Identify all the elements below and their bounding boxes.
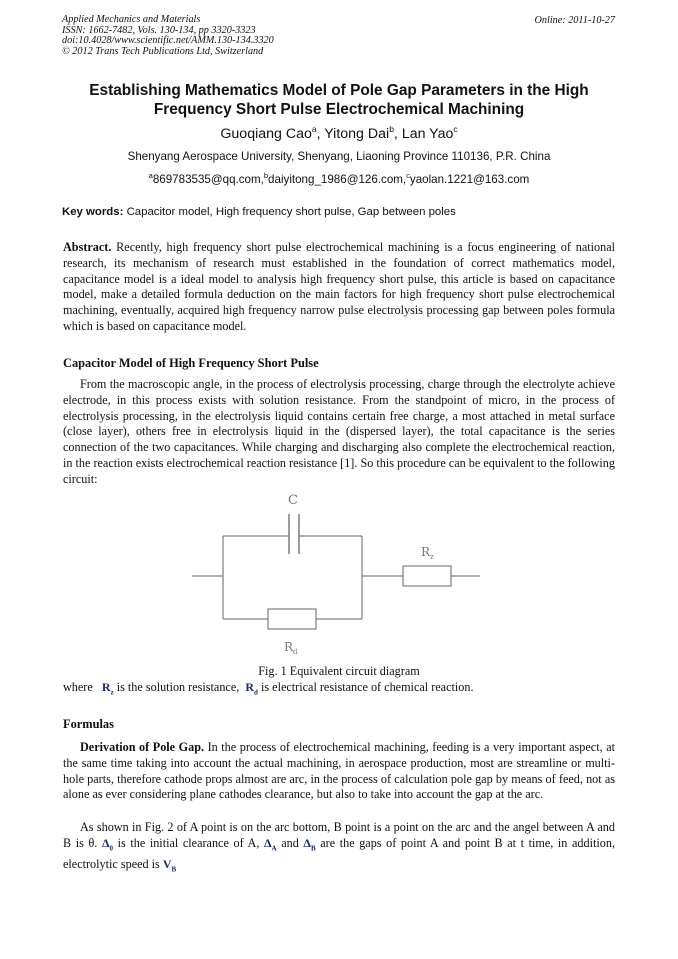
email-sup: b [263, 171, 269, 180]
figure-caption: Fig. 1 Equivalent circuit diagram [258, 664, 420, 678]
derivation-paragraph [63, 740, 615, 803]
symbol-rz-sub: z [110, 688, 114, 697]
label-resistor-z: R [421, 545, 431, 559]
section-heading-formulas: Formulas [63, 717, 114, 731]
symbol-delta-b [303, 835, 316, 853]
abstract-label: Abstract. [63, 240, 112, 254]
author-sup: c [453, 124, 458, 134]
symbol-rz [101, 680, 114, 697]
paper-title [62, 82, 616, 119]
symbol-delta-a-sub: A [271, 844, 277, 853]
symbol-delta-b-main: Δ [303, 835, 311, 850]
issn-line: ISSN: 1662-7482, Vols. 130-134, pp 3320-3323 [62, 24, 256, 36]
email-sup: a [148, 171, 153, 180]
label-resistor-d-sub: d [293, 648, 298, 656]
fig2-paragraph [63, 820, 615, 878]
section-heading-capacitor: Capacitor Model of High Frequency Short Pulse [63, 356, 319, 370]
online-date: Online: 2011-10-27 [534, 15, 615, 26]
symbol-delta-0 [101, 835, 113, 853]
derivation-text: In the process of electrochemical machining, feeding is a very important aspect, at the same time taking into account the actual machining, in aerospace production, most are streamline or multi-hole parts, therefore cathode props almost are arc, in the process of calculation pole gap by means of feed, not as alone as ever considering plane cathodes clearance, but also to take into account the gap at the arc. [63, 740, 615, 802]
author-sup: b [389, 124, 394, 134]
email-address: daiyitong_1986@126.com, [268, 173, 407, 186]
title-line-1: Establishing Mathematics Model of Pole Gap Parameters in the High [89, 82, 589, 99]
where-text-2: is electrical resistance of chemical reaction. [257, 680, 474, 694]
equivalent-circuit-diagram [190, 488, 490, 664]
keywords [62, 206, 456, 218]
abstract [63, 240, 615, 335]
symbol-delta-0-main: Δ [101, 835, 110, 850]
fig2-text-a: As shown in Fig. 2 of A point is on the arc bottom, B point is a point on the arc and the angel between A and B is θ. [63, 820, 615, 850]
email-address: yaolan.1221@163.com [409, 173, 530, 186]
keywords-label: Key words: [62, 206, 124, 218]
symbol-rz-main: R [101, 680, 111, 694]
section-capacitor-text: From the macroscopic angle, in the process of electrolysis processing, charge through the electrolyte achieve electrode, in this process exists with solution resistance. From the standpoint of micro, in the process of electrolysis processing, in the electrolysis liquid contains certain free charge, a most attached in metal surface (close layer), others free in electrolysis liquid in the (dispersed layer), the total capacitance is the series connection of the two capacitances. While charging and discharging also complete the electrochemical reaction, in the reaction exists electrochemical reaction resistance [1]. So this procedure can be equivalent to the following circuit: [63, 377, 615, 486]
fig2-text-c: and [276, 835, 304, 850]
author-name: Lan Yao [401, 126, 454, 142]
symbol-rd-sub: d [254, 688, 258, 697]
symbol-delta-a-main: Δ [264, 835, 272, 850]
label-resistor-z-sub: z [430, 553, 434, 561]
symbol-velocity [162, 856, 177, 874]
email-sup: c [406, 171, 410, 180]
author-name: Guoqiang Cao [220, 126, 312, 142]
copyright-line: © 2012 Trans Tech Publications Ltd, Switzerland [62, 45, 264, 57]
keywords-text: Capacitor model, High frequency short pulse, Gap between poles [123, 206, 456, 218]
label-capacitor: C [288, 493, 298, 508]
journal-name: Applied Mechanics and Materials [62, 14, 201, 25]
abstract-text: Recently, high frequency short pulse electrochemical machining is a focus engineering of national research, its mechanism of research must established in the foundation of correct mathematics model, capacitance model is a ideal model to analysis high frequency short pulse, this article is based on capacitance model, make a detailed formula deduction on the main factors for high frequency short pulse electrochemical machining, eventually, acquired high frequency narrow pulse electrolysis processing gap between poles formula which is based on capacitance model. [63, 240, 615, 333]
author-sep: , [393, 126, 402, 142]
email-list [62, 171, 616, 186]
doi-line: doi:10.4028/www.scientific.net/AMM.130-134.3320 [62, 35, 274, 47]
author-name: Yitong Dai [324, 126, 390, 142]
where-line [63, 680, 474, 696]
author-sep: , [316, 126, 325, 142]
symbol-delta-0-sub: 0 [109, 844, 113, 853]
fig2-text-d: are the gaps of point A and point B at t time, in addition, electrolytic speed is [63, 835, 615, 871]
fig2-text-b: is the initial clearance of A, [113, 835, 265, 850]
journal-header [62, 15, 274, 57]
symbol-rd-main: R [245, 680, 255, 694]
author-sup: a [311, 124, 317, 134]
where-word: where [63, 680, 93, 694]
symbol-rd [245, 680, 258, 697]
symbol-velocity-sub: B [171, 865, 177, 874]
email-address: 869783535@qq.com, [152, 173, 264, 186]
symbol-delta-a [264, 835, 277, 853]
derivation-subheading: Derivation of Pole Gap. [80, 740, 205, 754]
title-line-2: Frequency Short Pulse Electrochemical Machining [153, 100, 525, 118]
affiliation: Shenyang Aerospace University, Shenyang, Liaoning Province 110136, P.R. China [127, 150, 551, 163]
symbol-delta-b-sub: B [310, 844, 316, 853]
symbol-velocity-main: V [162, 856, 172, 871]
label-resistor-d: R [284, 640, 294, 654]
author-list [62, 124, 616, 142]
where-text-1: is the solution resistance, [113, 680, 243, 694]
